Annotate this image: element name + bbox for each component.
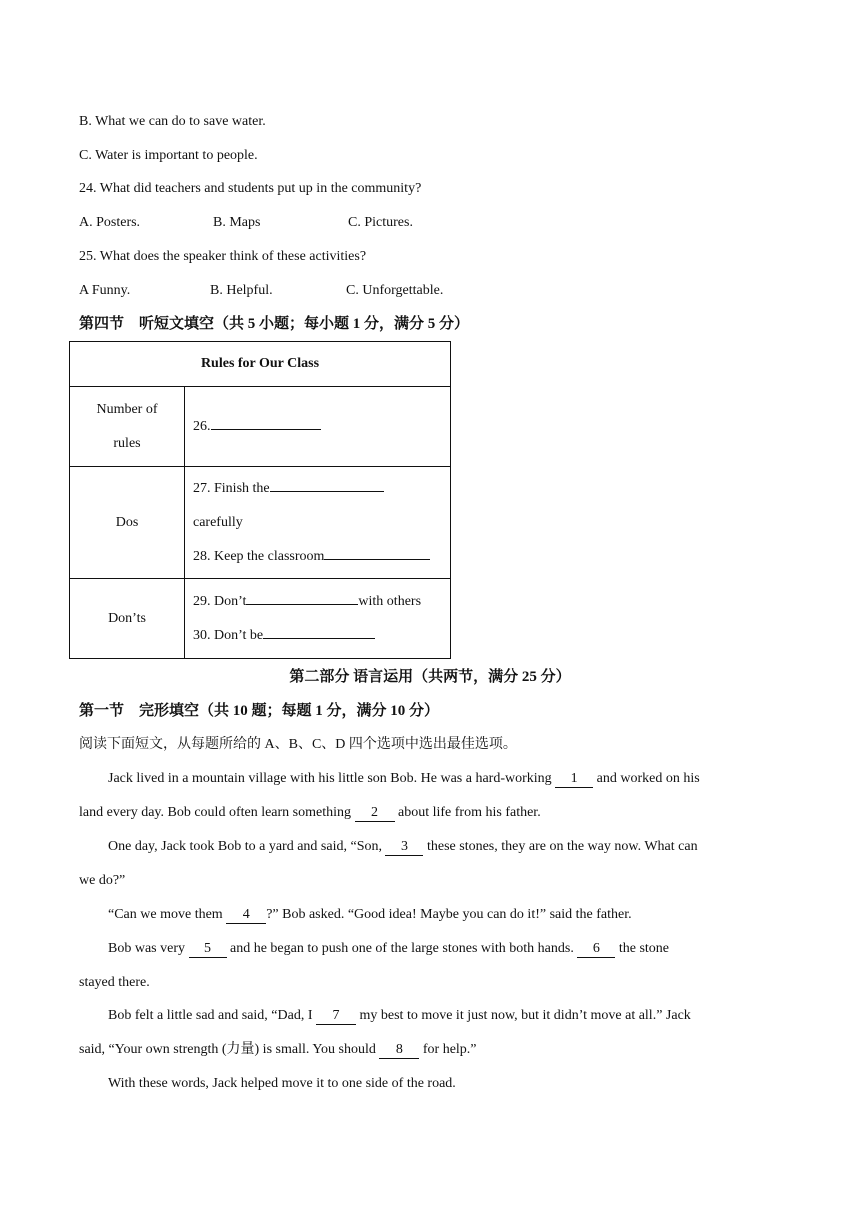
q23-option-b: B. What we can do to save water. bbox=[79, 114, 266, 129]
q24-options bbox=[79, 214, 413, 232]
blank-27[interactable] bbox=[270, 476, 384, 492]
item-26-cell bbox=[185, 387, 451, 467]
q25-option-c: C. Unforgettable. bbox=[346, 283, 444, 298]
q25-options bbox=[79, 282, 443, 300]
row-number-of-rules-label bbox=[70, 387, 185, 467]
q23-option-c: C. Water is important to people. bbox=[79, 148, 258, 163]
text: and worked on his bbox=[593, 771, 700, 786]
blank-5[interactable]: 5 bbox=[189, 941, 227, 958]
part2-heading: 第二部分 语言运用（共两节，满分 25 分） bbox=[289, 669, 571, 685]
text: my best to move it just now, but it didn’t move at all.” Jack bbox=[356, 1008, 691, 1023]
text: said, “Your own strength (力量) is small. You should bbox=[79, 1042, 380, 1057]
text: these stones, they are on the way now. What can bbox=[423, 839, 698, 854]
label-line-1: Number of bbox=[96, 401, 158, 417]
text: and he began to push one of the large stones with both hands. bbox=[226, 941, 578, 956]
passage-line bbox=[108, 940, 669, 958]
rules-table-title: Rules for Our Class bbox=[70, 342, 451, 387]
passage-line bbox=[108, 770, 700, 788]
q25-option-a: A Funny. bbox=[79, 283, 131, 298]
items-27-28-cell bbox=[185, 467, 451, 579]
passage-line bbox=[108, 906, 632, 924]
text: Jack lived in a mountain village with his little son Bob. He was a hard-working bbox=[108, 771, 556, 786]
q24-option-b: B. Maps bbox=[213, 215, 261, 230]
text: One day, Jack took Bob to a yard and said, “Son, bbox=[108, 839, 386, 854]
blank-29[interactable] bbox=[246, 589, 358, 605]
blank-30[interactable] bbox=[263, 623, 375, 639]
text: Bob was very bbox=[108, 941, 189, 956]
item-26-label: 26. bbox=[193, 418, 211, 434]
text: for help.” bbox=[419, 1042, 477, 1057]
passage-line: we do?” bbox=[79, 873, 126, 888]
item-27-label: 27. Finish the bbox=[193, 480, 270, 496]
blank-6[interactable]: 6 bbox=[577, 941, 615, 958]
blank-28[interactable] bbox=[324, 544, 430, 560]
item-28-label: 28. Keep the classroom bbox=[193, 548, 325, 564]
q24-question: 24. What did teachers and students put up in the community? bbox=[79, 181, 422, 196]
passage-line bbox=[79, 1041, 477, 1059]
row-donts-label: Don’ts bbox=[70, 579, 185, 659]
blank-1[interactable]: 1 bbox=[555, 771, 593, 788]
text: “Can we move them bbox=[108, 907, 227, 922]
row-dos-label: Dos bbox=[70, 467, 185, 579]
cloze-instruction: 阅读下面短文，从每题所给的 A、B、C、D 四个选项中选出最佳选项。 bbox=[79, 737, 517, 752]
q25-option-b: B. Helpful. bbox=[210, 283, 273, 298]
item-27-continued: carefully bbox=[193, 514, 243, 530]
passage-line bbox=[108, 838, 698, 856]
rules-table bbox=[69, 341, 451, 659]
passage-line: With these words, Jack helped move it to one side of the road. bbox=[108, 1076, 456, 1091]
passage-line: stayed there. bbox=[79, 975, 150, 990]
q25-question: 25. What does the speaker think of these activities? bbox=[79, 249, 367, 264]
text: about life from his father. bbox=[394, 805, 541, 820]
text: ?” Bob asked. “Good idea! Maybe you can do it!” said the father. bbox=[266, 907, 632, 922]
blank-26[interactable] bbox=[211, 414, 321, 430]
cloze-heading: 第一节 完形填空（共 10 题；每题 1 分，满分 10 分） bbox=[79, 703, 440, 719]
item-30-label: 30. Don’t be bbox=[193, 627, 264, 643]
text: the stone bbox=[615, 941, 669, 956]
passage-line bbox=[79, 804, 541, 822]
q24-option-c: C. Pictures. bbox=[348, 215, 413, 230]
q24-option-a: A. Posters. bbox=[79, 215, 141, 230]
items-29-30-cell bbox=[185, 579, 451, 659]
blank-8[interactable]: 8 bbox=[379, 1042, 419, 1059]
text: Bob felt a little sad and said, “Dad, I bbox=[108, 1008, 316, 1023]
item-29-suffix: with others bbox=[358, 593, 422, 609]
blank-2[interactable]: 2 bbox=[355, 805, 395, 822]
blank-7[interactable]: 7 bbox=[316, 1008, 356, 1025]
item-29-label: 29. Don’t bbox=[193, 593, 247, 609]
passage-line bbox=[108, 1007, 691, 1025]
section4-heading: 第四节 听短文填空（共 5 小题；每小题 1 分，满分 5 分） bbox=[79, 316, 470, 332]
blank-4[interactable]: 4 bbox=[226, 907, 266, 924]
blank-3[interactable]: 3 bbox=[385, 839, 423, 856]
label-line-2: rules bbox=[113, 435, 141, 451]
text: land every day. Bob could often learn something bbox=[79, 805, 355, 820]
